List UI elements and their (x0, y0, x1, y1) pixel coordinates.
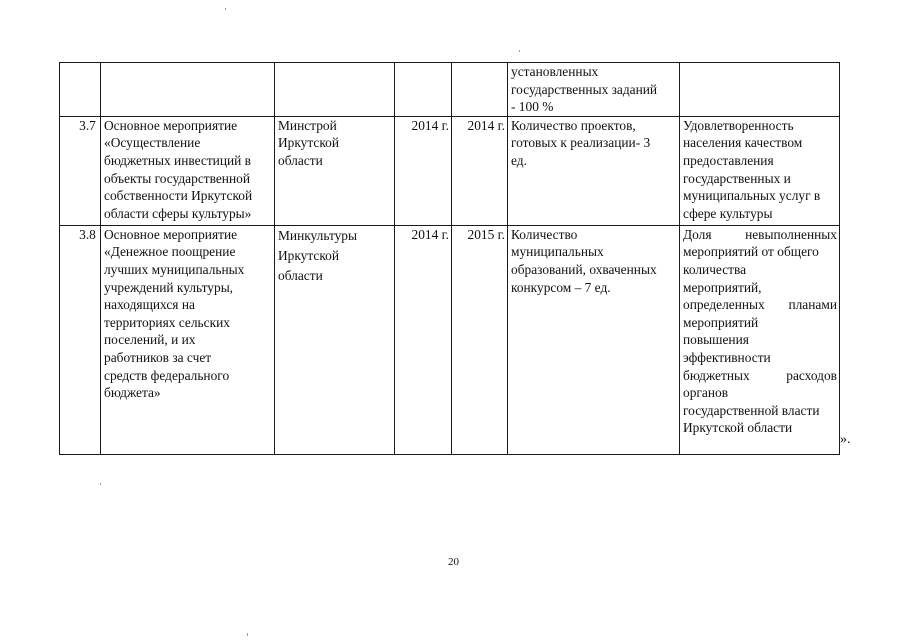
indicator-line: установленных (511, 64, 599, 79)
name-line: бюджетных инвестиций в (104, 152, 252, 168)
indicator-line: государственных заданий (511, 81, 658, 97)
name-line: территориях сельских (104, 314, 230, 330)
result-line: повышения (683, 332, 749, 348)
scan-speck (519, 50, 520, 52)
row-number: 3.7 (79, 117, 96, 133)
cell-executor (275, 225, 395, 454)
executor-line: области (278, 267, 323, 283)
name-line: объекты государственной (104, 170, 251, 186)
cell-indicator (508, 225, 680, 454)
executor-line: Минкультуры (278, 227, 358, 243)
cell-executor (275, 116, 395, 225)
executor-line: Иркутской (278, 135, 340, 151)
indicator-line: - 100 % (511, 99, 554, 115)
cell-start (395, 63, 452, 117)
start-year: 2014 г. (411, 117, 449, 133)
indicator-line: муниципальных (511, 244, 604, 260)
activities-table (59, 62, 840, 455)
result-line (683, 226, 837, 244)
scan-speck (225, 8, 226, 10)
page-number: 20 (448, 556, 459, 568)
result-line: эффективности (683, 349, 771, 365)
cell-result (680, 63, 840, 117)
executor-line: Минстрой (278, 117, 337, 133)
indicator-line: ед. (511, 152, 527, 168)
cell-num (60, 116, 101, 225)
name-line: собственности Иркутской (104, 188, 253, 204)
cell-indicator (508, 63, 680, 117)
cell-name (101, 63, 275, 117)
table-row-continued (60, 63, 840, 117)
result-line (683, 367, 837, 385)
cell-end (452, 116, 508, 225)
name-line: «Осуществление (104, 135, 201, 151)
indicator-line: конкурсом – 7 ед. (511, 279, 611, 295)
result-line: муниципальных услуг в (683, 188, 821, 204)
name-line: поселений, и их (104, 332, 196, 348)
scan-speck (247, 633, 248, 636)
end-year: 2015 г. (467, 226, 505, 242)
cell-result (680, 225, 840, 454)
result-line: Удовлетворенность (683, 117, 794, 133)
executor-line: Иркутской (278, 247, 340, 263)
scan-speck (100, 483, 101, 485)
cell-num (60, 63, 101, 117)
result-word: планами (788, 297, 837, 313)
indicator-line: Количество проектов, (511, 117, 636, 133)
result-line: сфере культуры (683, 205, 773, 221)
result-line: мероприятий, (683, 279, 762, 295)
result-line: предоставления (683, 152, 774, 168)
end-year: 2014 г. (467, 117, 505, 133)
result-line: государственной власти (683, 402, 820, 418)
result-word: расходов (786, 367, 837, 383)
closing-quote: ». (840, 432, 851, 447)
result-line: количества (683, 261, 747, 277)
cell-name (101, 225, 275, 454)
result-line (683, 296, 837, 314)
cell-executor (275, 63, 395, 117)
name-line: лучших муниципальных (104, 261, 245, 277)
name-line: работников за счет (104, 349, 212, 365)
table-row (60, 225, 840, 454)
table-row (60, 116, 840, 225)
name-line: бюджета» (104, 385, 161, 401)
cell-indicator (508, 116, 680, 225)
cell-num (60, 225, 101, 454)
indicator-line: образований, охваченных (511, 261, 657, 277)
result-line: населения качеством (683, 135, 803, 151)
cell-end (452, 63, 508, 117)
result-line: мероприятий от общего (683, 244, 819, 260)
result-word: невыполненных (745, 226, 837, 242)
cell-name (101, 116, 275, 225)
result-line: Иркутской области (683, 420, 793, 436)
row-number: 3.8 (79, 226, 96, 242)
name-line: «Денежное поощрение (104, 244, 236, 260)
result-word: определенных (683, 297, 765, 313)
cell-start (395, 225, 452, 454)
result-word: Доля (683, 226, 712, 242)
result-line: органов (683, 385, 729, 401)
cell-start (395, 116, 452, 225)
indicator-line: готовых к реализации- 3 (511, 135, 651, 151)
indicator-line (511, 261, 677, 279)
name-line: находящихся на (104, 297, 195, 313)
cell-end (452, 225, 508, 454)
result-line: государственных и (683, 170, 791, 186)
name-line: средств федерального (104, 367, 230, 383)
name-line: Основное мероприятие (104, 117, 238, 133)
name-line: Основное мероприятие (104, 226, 238, 242)
name-line: учреждений культуры, (104, 279, 234, 295)
executor-line: области (278, 152, 323, 168)
cell-result (680, 116, 840, 225)
indicator-line: Количество (511, 226, 578, 242)
start-year: 2014 г. (411, 226, 449, 242)
result-line: мероприятий (683, 314, 759, 330)
name-line: области сферы культуры» (104, 205, 252, 221)
result-word: бюджетных (683, 367, 750, 383)
